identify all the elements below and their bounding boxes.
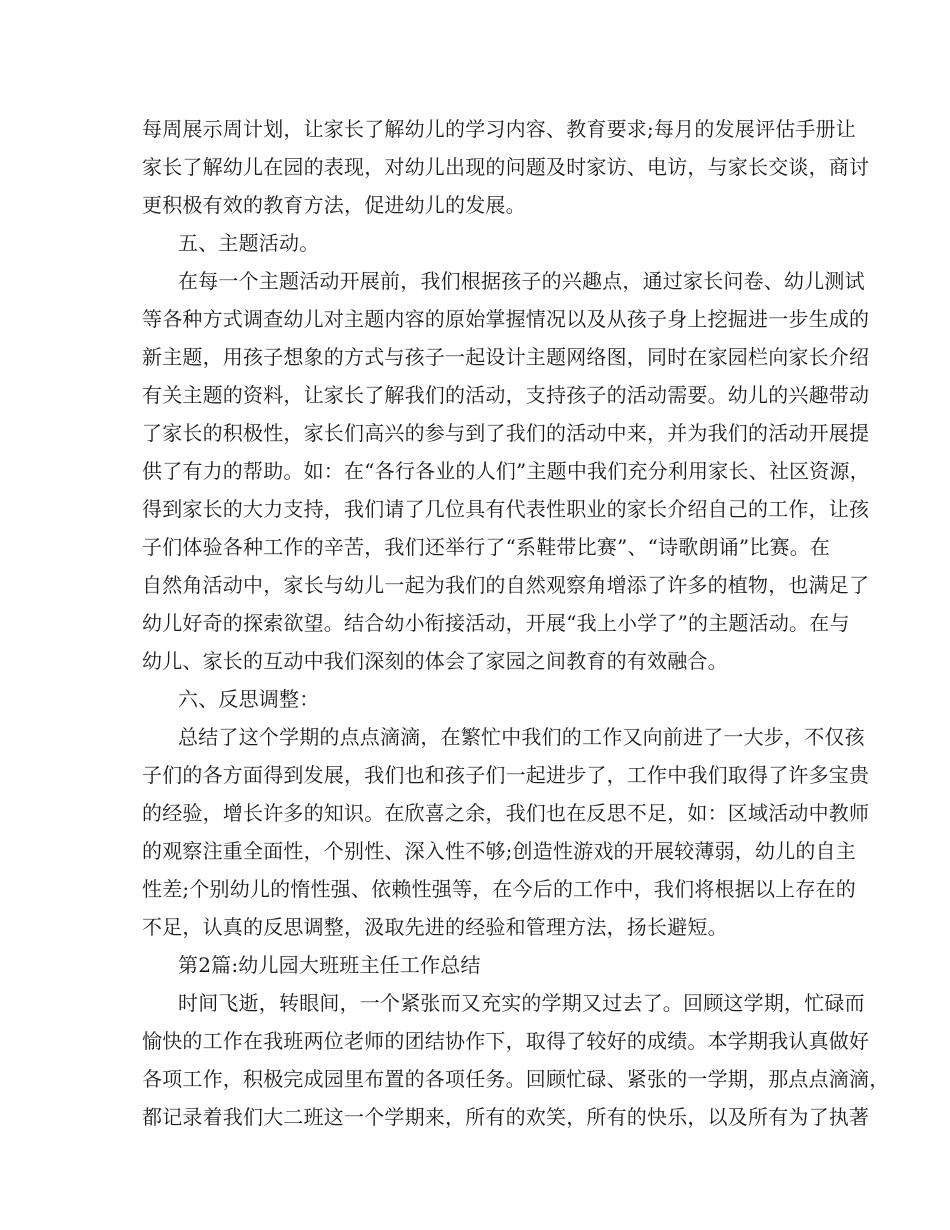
body-text-line: 性差;个别幼儿的惰性强、依赖性强等，在今后的工作中，我们将根据以上存在的 bbox=[142, 877, 856, 901]
body-text-line: 新主题，用孩子想象的方式与孩子一起设计主题网络图，同时在家园栏向家长介绍 bbox=[142, 345, 870, 369]
body-text-line: 幼儿、家长的互动中我们深刻的体会了家园之间教育的有效融合。 bbox=[142, 649, 728, 673]
body-text-line: 每周展示周计划，让家长了解幼儿的学习内容、教育要求;每月的发展评估手册让 bbox=[142, 117, 856, 141]
body-text-line: 等各种方式调查幼儿对主题内容的原始掌握情况以及从孩子身上挖掘进一步生成的 bbox=[142, 307, 870, 331]
body-text-line: 各项工作，积极完成园里布置的各项任务。回顾忙碌、紧张的一学期，那点点滴滴， bbox=[142, 1067, 890, 1091]
article-title: 第2篇:幼儿园大班班主任工作总结 bbox=[178, 953, 481, 977]
body-text-line: 家长了解幼儿在园的表现，对幼儿出现的问题及时家访、电访，与家长交谈，商讨 bbox=[142, 155, 870, 179]
section-heading: 六、反思调整： bbox=[178, 687, 320, 711]
body-text-line: 都记录着我们大二班这一个学期来，所有的欢笑，所有的快乐，以及所有为了执著 bbox=[142, 1105, 870, 1129]
body-text-line: 子们体验各种工作的辛苦，我们还举行了“系鞋带比赛”、“诗歌朗诵”比赛。在 bbox=[142, 535, 831, 559]
body-text-line: 的观察注重全面性，个别性、深入性不够;创造性游戏的开展较薄弱，幼儿的自主 bbox=[142, 839, 856, 863]
body-text-line: 得到家长的大力支持，我们请了几位具有代表性职业的家长介绍自己的工作，让孩 bbox=[142, 497, 870, 521]
body-text-line: 供了有力的帮助。如：在“各行各业的人们”主题中我们充分利用家长、社区资源， bbox=[142, 459, 870, 483]
body-text-line: 更积极有效的教育方法，促进幼儿的发展。 bbox=[142, 193, 526, 217]
body-text-line: 在每一个主题活动开展前，我们根据孩子的兴趣点，通过家长问卷、幼儿测试 bbox=[178, 269, 865, 293]
body-text-line: 了家长的积极性，家长们高兴的参与到了我们的活动中来，并为我们的活动开展提 bbox=[142, 421, 870, 445]
body-text-line: 有关主题的资料，让家长了解我们的活动，支持孩子的活动需要。幼儿的兴趣带动 bbox=[142, 383, 870, 407]
body-text-line: 不足，认真的反思调整，汲取先进的经验和管理方法，扬长避短。 bbox=[142, 915, 728, 939]
body-text-line: 总结了这个学期的点点滴滴，在繁忙中我们的工作又向前进了一大步，不仅孩 bbox=[178, 725, 865, 749]
body-text-line: 的经验，增长许多的知识。在欣喜之余，我们也在反思不足，如：区域活动中教师 bbox=[142, 801, 870, 825]
body-text-line: 时间飞逝，转眼间，一个紧张而又充实的学期又过去了。回顾这学期，忙碌而 bbox=[178, 991, 865, 1015]
body-text-line: 自然角活动中，家长与幼儿一起为我们的自然观察角增添了许多的植物，也满足了 bbox=[142, 573, 870, 597]
section-heading: 五、主题活动。 bbox=[178, 231, 320, 255]
body-text-line: 幼儿好奇的探索欲望。结合幼小衔接活动，开展“我上小学了”的主题活动。在与 bbox=[142, 611, 850, 635]
body-text-line: 子们的各方面得到发展，我们也和孩子们一起进步了，工作中我们取得了许多宝贵 bbox=[142, 763, 870, 787]
body-text-line: 愉快的工作在我班两位老师的团结协作下，取得了较好的成绩。本学期我认真做好 bbox=[142, 1029, 870, 1053]
